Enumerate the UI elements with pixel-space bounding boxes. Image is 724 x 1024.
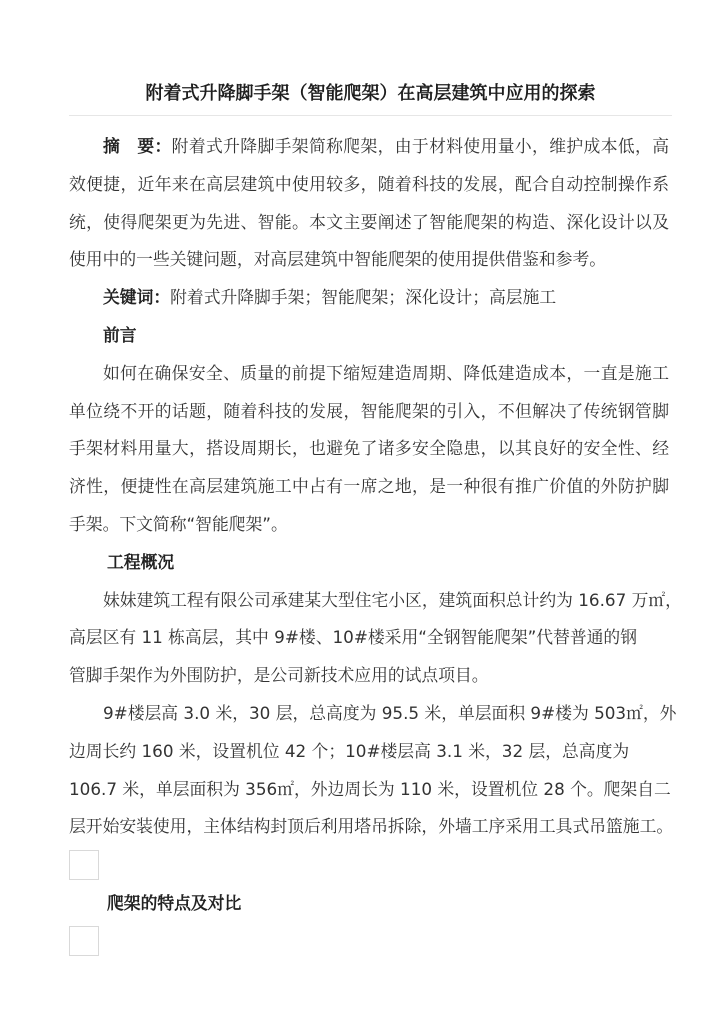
image-placeholder-box <box>69 926 99 956</box>
paragraph-line: 妹妹建筑工程有限公司承建某大型住宅小区，建筑面积总计约为 16.67 万㎡， <box>103 589 682 610</box>
abstract-label: 摘 要： <box>103 136 172 156</box>
paragraph-line: 单位绕不开的话题，随着科技的发展，智能爬架的引入，不但解决了传统钢管脚 <box>69 400 669 421</box>
paragraph-line: 手架。下文简称“智能爬架”。 <box>69 513 288 534</box>
keywords-label: 关键词： <box>103 287 171 308</box>
paragraph-line: 层开始安装使用，主体结构封顶后利用塔吊拆除，外墙工序采用工具式吊篮施工。 <box>69 816 674 837</box>
overview-paragraph-1 <box>69 582 682 695</box>
paragraph-line: 济性，便捷性在高层建筑施工中占有一席之地，是一种很有推广价值的外防护脚 <box>69 476 669 497</box>
abstract-text: 附着式升降脚手架简称爬架，由于材料使用量小，维护成本低，高 <box>171 136 669 156</box>
keywords-text: 附着式升降脚手架；智能爬架；深化设计；高层施工 <box>170 287 557 308</box>
section-heading-preface: 前言 <box>103 324 137 345</box>
title-divider <box>69 115 672 116</box>
section-heading-overview: 工程概况 <box>107 551 175 572</box>
abstract-line: 统，使得爬架更为先进、智能。本文主要阐述了智能爬架的构造、深化设计以及 <box>69 211 669 232</box>
overview-paragraph-2 <box>69 695 677 846</box>
paragraph-line: 106.7 米，单层面积为 356㎡，外边周长为 110 米，设置机位 28 个。爬架自二 <box>69 778 671 799</box>
document-title: 附着式升降脚手架（智能爬架）在高层建筑中应用的探索 <box>145 83 596 104</box>
paragraph-line: 边周长约 160 米，设置机位 42 个；10#楼层高 3.1 米，32 层，总高度为 <box>69 740 630 761</box>
document-body <box>69 128 682 959</box>
preface-paragraph <box>69 355 669 544</box>
paragraph-line: 管脚手架作为外围防护，是公司新技术应用的试点项目。 <box>69 665 489 686</box>
image-placeholder-box <box>69 850 99 880</box>
paragraph-line: 高层区有 11 栋高层，其中 9#楼、10#楼采用“全钢智能爬架”代替普通的钢 <box>69 627 637 648</box>
image-placeholder <box>69 846 669 885</box>
abstract-line: 效便捷，近年来在高层建筑中使用较多，随着科技的发展，配合自动控制操作系 <box>69 173 669 194</box>
abstract-section <box>69 128 669 279</box>
image-placeholder <box>69 923 669 959</box>
paragraph-line: 9#楼层高 3.0 米，30 层，总高度为 95.5 米，单层面积 9#楼为 503㎡，外 <box>103 702 677 723</box>
abstract-line <box>69 128 669 166</box>
section-heading-features: 爬架的特点及对比 <box>107 893 242 914</box>
paragraph-line: 如何在确保安全、质量的前提下缩短建造周期、降低建造成本，一直是施工 <box>103 362 669 383</box>
abstract-line: 使用中的一些关键问题，对高层建筑中智能爬架的使用提供借鉴和参考。 <box>69 249 607 270</box>
keywords-line <box>69 279 669 317</box>
paragraph-line: 手架材料用量大，搭设周期长，也避免了诸多安全隐患，以其良好的安全性、经 <box>69 438 669 459</box>
